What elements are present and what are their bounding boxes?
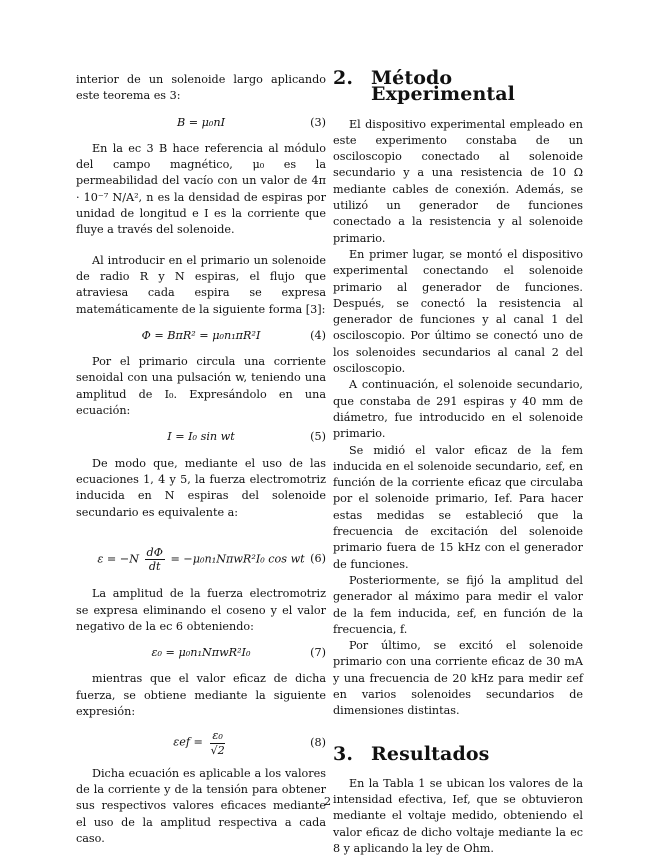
equation-number: (4) [310, 328, 326, 342]
paragraph: En la ec 3 B hace referencia al módulo del campo magnético, μ₀ es la permeabilidad del vacío con un valor de 4π · 10⁻⁷ N/A², n es la densidad de espiras por unidad de longitud e I es la corriente que fluye a través del solenoide. [76, 141, 326, 237]
paragraph: En primer lugar, se montó el dispositivo experimental conectando el solenoide primario al generador de funciones. Después, se conectó la resistencia al generador de funciones y al canal 1 del osciloscopio. Por último se conectó uno de los solenoides secundarios al canal 2 del osciloscopio. [333, 247, 583, 376]
fraction-bottom: dt [148, 560, 161, 574]
page-number: 2 [323, 795, 332, 808]
equation-6 [76, 547, 326, 572]
fraction [209, 730, 227, 755]
fraction-top: dΦ [146, 545, 163, 559]
section-heading [333, 67, 583, 106]
paragraph: Por el primario circula una corriente senoidal con una pulsación w, teniendo una amplitud de I₀. Expresándolo en una ecuación: [76, 355, 326, 418]
equation-7 [76, 645, 326, 661]
paragraph: En la Tabla 1 se ubican los valores de la intensidad efectiva, Ief, que se obtuvieron mediante el voltaje medido, obteniendo el valor eficaz de dicho voltaje mediante la ec 8 y aplicando la ley de Ohm. [333, 776, 583, 856]
equation-number: (6) [310, 552, 326, 566]
equation-number: (3) [310, 115, 326, 129]
paragraph: interior de un solenoide largo aplicando este teorema es 3: [76, 73, 326, 103]
paragraph: De modo que, mediante el uso de las ecuaciones 1, 4 y 5, la fuerza electromotriz inducida en N espiras del solenoide secundario es equivalente a: [76, 456, 326, 519]
paragraph: Al introducir en el primario un solenoide de radio R y N espiras, el flujo que atraviesa cada espira se expresa matemáticamente de la siguiente forma [3]: [76, 253, 326, 316]
paragraph: La amplitud de la fuerza electromotriz se expresa eliminando el coseno y el valor negativo de la ec 6 obteniendo: [76, 587, 326, 633]
equation-body: ε₀ = μ₀n₁NπwR²I₀ [151, 646, 251, 660]
equation-8 [76, 730, 326, 755]
paragraph: mientras que el valor eficaz de dicha fuerza, se obtiene mediante la siguiente expresión: [76, 672, 326, 719]
equation-body [97, 547, 304, 572]
paragraph: A continuación, el solenoide secundario, que constaba de 291 espiras y 40 mm de diámetro, fue introducido en el solenoide primario. [333, 378, 583, 441]
paragraph: Se midió el valor eficaz de la fem inducida en el solenoide secundario, εef, en función de la corriente eficaz que circulaba por el solenoide primario, Ief. Para hacer estas medidas se estableció que la frecuencia de excitación del solenoide primario fuera de 15 kHz con el generador de funciones. [333, 443, 583, 571]
equation-number: (8) [310, 735, 326, 749]
paragraph: El dispositivo experimental empleado en este experimento constaba de un osciloscopio conectado al solenoide secundario y a una resistencia de 10 Ω mediante cables de conexión. Además, se utilizó un generador de funciones conectado a la resistencia y al solenoide primario. [333, 117, 583, 245]
right-column [333, 67, 583, 857]
section-title: Resultados [371, 742, 490, 765]
left-column [76, 72, 326, 847]
section-title: Método Experimental [371, 67, 515, 106]
equation-body [173, 730, 229, 755]
equation-3 [76, 115, 326, 131]
equation-number: (5) [310, 430, 326, 444]
equation-body: B = μ₀nI [176, 115, 226, 129]
equation-number: (7) [310, 646, 326, 660]
equation-5 [76, 429, 326, 445]
section-heading [333, 742, 583, 765]
equation-part: εef = [173, 736, 203, 750]
equation-body: Φ = BπR² = μ₀n₁πR²I [141, 328, 261, 342]
paragraph: Posteriormente, se fijó la amplitud del generador al máximo para medir el valor de la fem inducida, εef, en función de la frecuencia, f. [333, 573, 583, 636]
equation-part: = −μ₀n₁NπwR²I₀ cos wt [170, 552, 305, 566]
equation-4 [76, 328, 326, 344]
equation-body: I = I₀ sin wt [167, 430, 235, 444]
fraction-top: ε₀ [212, 729, 223, 743]
paragraph: Por último, se excitó el solenoide primario con una corriente eficaz de 30 mA y una frecuencia de 20 kHz para medir εef en varios solenoides secundarios de dimensiones distintas. [333, 639, 583, 718]
fraction-bottom: √2 [210, 743, 225, 757]
section-number: 3. [333, 742, 354, 765]
section-number: 2. [333, 67, 354, 89]
equation-part: ε = −N [97, 552, 139, 566]
fraction [145, 547, 165, 572]
paragraph: Dicha ecuación es aplicable a los valores de la corriente y de la tensión para obtener sus respectivos valores eficaces mediante el uso de la amplitud respectiva a cada caso. [76, 766, 326, 845]
